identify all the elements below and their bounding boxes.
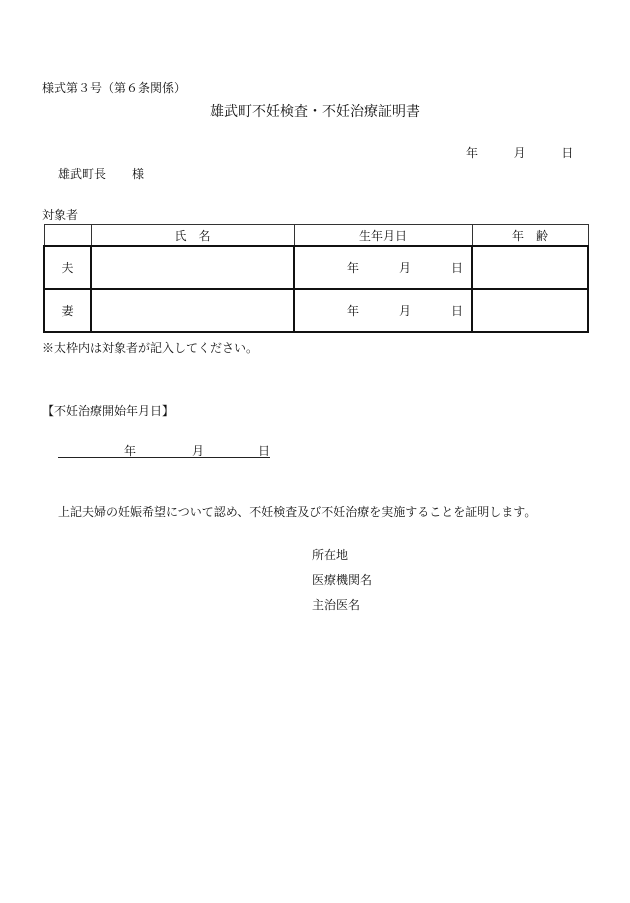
table-note: ※太枠内は対象者が記入してください。	[42, 341, 259, 355]
dob-day: 日	[450, 261, 463, 275]
start-year: 年	[124, 444, 137, 458]
form-number: 様式第３号（第６条関係）	[42, 81, 187, 95]
dob-month: 月	[398, 261, 411, 275]
institution-address-label: 所在地	[312, 548, 349, 562]
column-header-dob: 生年月日	[294, 225, 472, 247]
issue-date	[466, 144, 573, 161]
document-title: 雄武町不妊検査・不妊治療証明書	[210, 104, 420, 120]
start-day: 日	[258, 444, 271, 458]
role-husband: 夫	[44, 246, 91, 289]
table-header-row	[44, 225, 588, 247]
dob-month: 月	[398, 304, 411, 318]
dob-day: 日	[450, 304, 463, 318]
column-header-age: 年 齢	[472, 225, 588, 247]
treatment-start-date-field[interactable]	[58, 442, 270, 458]
wife-name-field[interactable]	[91, 289, 294, 332]
wife-age-field[interactable]	[472, 289, 588, 332]
treatment-start-label: 【不妊治療開始年月日】	[42, 404, 175, 418]
issue-date-day: 日	[561, 146, 574, 160]
subjects-label: 対象者	[42, 208, 79, 222]
column-header-role	[44, 225, 91, 247]
attending-doctor-label: 主治医名	[312, 598, 361, 612]
issue-date-month: 月	[513, 146, 526, 160]
issue-date-year: 年	[466, 146, 479, 160]
start-month: 月	[192, 444, 205, 458]
column-header-name: 氏 名	[91, 225, 294, 247]
dob-year: 年	[346, 261, 359, 275]
addressee	[58, 165, 144, 182]
table-row-wife	[44, 289, 588, 332]
husband-name-field[interactable]	[91, 246, 294, 289]
addressee-honorific: 様	[132, 167, 145, 181]
husband-age-field[interactable]	[472, 246, 588, 289]
institution-name-label: 医療機関名	[312, 573, 373, 587]
husband-dob-field[interactable]	[294, 246, 472, 289]
wife-dob-field[interactable]	[294, 289, 472, 332]
addressee-name: 雄武町長	[58, 167, 107, 181]
role-wife: 妻	[44, 289, 91, 332]
certification-statement: 上記夫婦の妊娠希望について認め、不妊検査及び不妊治療を実施することを証明します。	[58, 505, 537, 519]
table-row-husband	[44, 246, 588, 289]
dob-year: 年	[346, 304, 359, 318]
subjects-table	[43, 224, 589, 333]
